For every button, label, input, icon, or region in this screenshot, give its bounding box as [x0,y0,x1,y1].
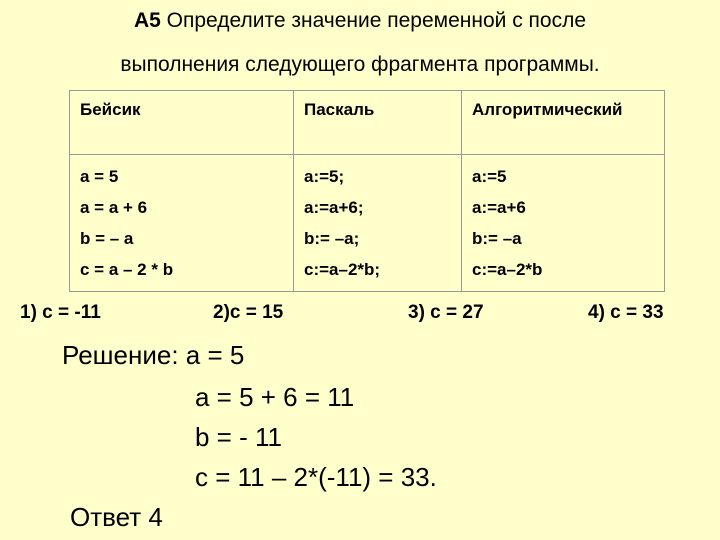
code-line: a = a + 6 [80,198,148,217]
code-line: a:=5 [472,167,507,186]
code-algorithmic [462,155,665,292]
solution-heading: Решение: а = 5 [62,340,245,370]
solution-line: а = 5 + 6 = 11 [195,382,355,412]
header-algorithmic: Алгоритмический [462,91,665,155]
code-line: c:=a–2*b [472,260,543,279]
solution-line: b = - 11 [195,422,282,452]
code-pascal [294,155,462,292]
code-table-body-row [70,155,665,292]
task-number: А5 [133,9,161,32]
task-title-line1: Определите значение переменной с после [160,9,587,32]
code-line: a:=a+6; [304,198,364,217]
code-line: b:= –a; [304,229,360,248]
code-basic [70,155,294,292]
code-line: c = a – 2 * b [80,260,174,279]
solution-line: c = 11 – 2*(-11) = 33. [195,462,437,492]
code-table [69,90,665,292]
answer-option-4: 4) с = 33 [588,302,664,323]
code-line: a = 5 [80,167,119,186]
code-table-header-row [70,91,665,155]
final-answer: Ответ 4 [70,502,163,532]
code-line: c:=a–2*b; [304,260,381,279]
task-title-line2: выполнения следующего фрагмента программы. [120,53,600,76]
header-pascal: Паскаль [294,91,462,155]
code-line: a:=a+6 [472,198,526,217]
answer-option-2: 2)с = 15 [213,302,284,323]
header-basic: Бейсик [70,91,294,155]
task-title [0,9,720,33]
answer-option-3: 3) с = 27 [408,302,484,323]
answer-option-1: 1) с = -11 [20,302,101,323]
code-line: b = – a [80,229,134,248]
code-line: a:=5; [304,167,345,186]
code-line: b:= –a [472,229,522,248]
